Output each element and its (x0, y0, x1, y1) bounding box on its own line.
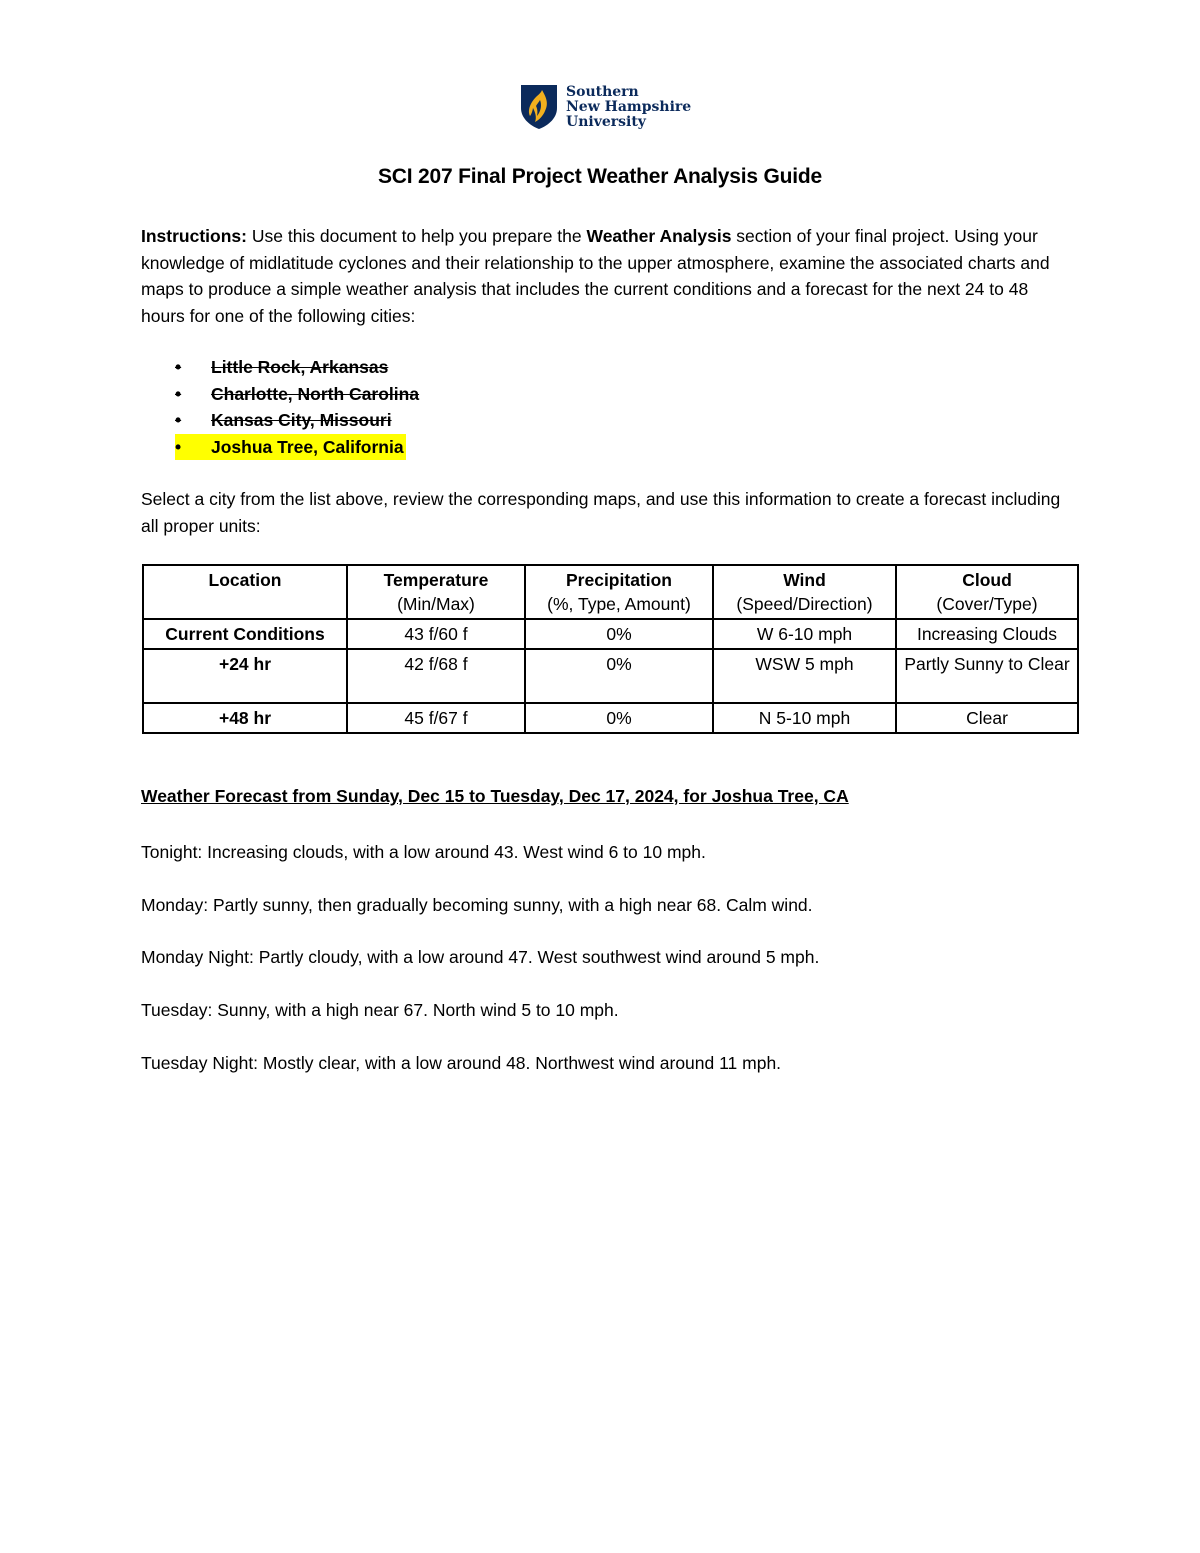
cell-cloud: Partly Sunny to Clear (896, 649, 1078, 703)
select-city-paragraph: Select a city from the list above, review the corresponding maps, and use this information to create a forecast including all proper units: (141, 489, 1061, 536)
bullet-icon: • (175, 357, 182, 377)
cell-cloud: Increasing Clouds (896, 619, 1078, 649)
header-sub: (Speed/Direction) (736, 594, 873, 614)
logo-wordmark (566, 85, 691, 130)
bullet-icon: • (175, 410, 182, 430)
table-row (143, 619, 1078, 649)
bullet-icon: • (175, 436, 182, 457)
instructions-bold-term: Weather Analysis (586, 226, 732, 246)
city-item-joshua-tree (175, 434, 419, 461)
header-location (143, 565, 347, 619)
cell-precipitation: 0% (525, 703, 713, 733)
cell-precipitation: 0% (525, 649, 713, 703)
shield-flame-icon (520, 84, 558, 130)
table-row (143, 649, 1078, 703)
bullet-icon: • (175, 383, 182, 404)
cell-temperature: 45 f/67 f (347, 703, 525, 733)
logo-line-2: New Hampshire (566, 99, 692, 115)
table-header-row (143, 565, 1078, 619)
header-precipitation (525, 565, 713, 619)
forecast-line-monday-night: Monday Night: Partly cloudy, with a low around 47. West southwest wind around 5 mph. (141, 947, 820, 967)
header-cloud (896, 565, 1078, 619)
cell-temperature: 42 f/68 f (347, 649, 525, 703)
header-label: Temperature (383, 570, 489, 590)
city-item-kansas-city (175, 407, 419, 434)
forecast-line-tuesday-night: Tuesday Night: Mostly clear, with a low around 48. Northwest wind around 11 mph. (141, 1053, 782, 1073)
cell-cloud: Clear (896, 703, 1078, 733)
city-highlight (175, 434, 406, 461)
header-sub: (%, Type, Amount) (547, 594, 691, 614)
header-wind (713, 565, 896, 619)
cell-wind: N 5-10 mph (713, 703, 896, 733)
city-name: Joshua Tree, California (211, 436, 404, 457)
logo-line-3: University (566, 114, 646, 130)
row-label: +24 hr (143, 649, 347, 703)
header-temperature (347, 565, 525, 619)
instructions-text-2: section of your final project. Using your knowledge of midlatitude cyclones and their relationship to the upper atmosphere, examine the associated charts and maps to produce a simple weather analysis that includes the current conditions and a forecast for the next 24 to 48 hours for one of the following cities: (141, 226, 1050, 326)
city-list (175, 354, 419, 460)
header-label: Precipitation (566, 570, 672, 590)
instructions-paragraph (141, 223, 1061, 329)
forecast-line-monday: Monday: Partly sunny, then gradually becoming sunny, with a high near 68. Calm wind. (141, 895, 813, 915)
city-name: Kansas City, Missouri (211, 410, 392, 430)
row-label: +48 hr (143, 703, 347, 733)
header-label: Location (208, 570, 282, 590)
instructions-text-1: Use this document to help you prepare the (246, 226, 587, 246)
cell-precipitation: 0% (525, 619, 713, 649)
forecast-table (142, 564, 1079, 734)
city-name: Charlotte, North Carolina (211, 383, 420, 404)
cell-wind: WSW 5 mph (713, 649, 896, 703)
header-sub: (Cover/Type) (936, 594, 1038, 614)
city-item-charlotte (175, 381, 419, 408)
cell-wind: W 6-10 mph (713, 619, 896, 649)
page-title: SCI 207 Final Project Weather Analysis Guide (377, 165, 823, 188)
city-item-little-rock (175, 354, 419, 381)
forecast-line-tuesday: Tuesday: Sunny, with a high near 67. North wind 5 to 10 mph. (141, 1000, 619, 1020)
row-label: Current Conditions (143, 619, 347, 649)
city-name: Little Rock, Arkansas (211, 357, 389, 377)
university-logo (520, 84, 691, 130)
header-label: Cloud (962, 570, 1012, 590)
cell-temperature: 43 f/60 f (347, 619, 525, 649)
forecast-line-tonight: Tonight: Increasing clouds, with a low around 43. West wind 6 to 10 mph. (141, 842, 706, 862)
instructions-label: Instructions: (141, 226, 247, 246)
table-row (143, 703, 1078, 733)
header-sub: (Min/Max) (397, 594, 475, 614)
logo-line-1: Southern (566, 84, 639, 100)
forecast-heading: Weather Forecast from Sunday, Dec 15 to Tuesday, Dec 17, 2024, for Joshua Tree, CA (141, 786, 849, 806)
header-label: Wind (783, 570, 826, 590)
